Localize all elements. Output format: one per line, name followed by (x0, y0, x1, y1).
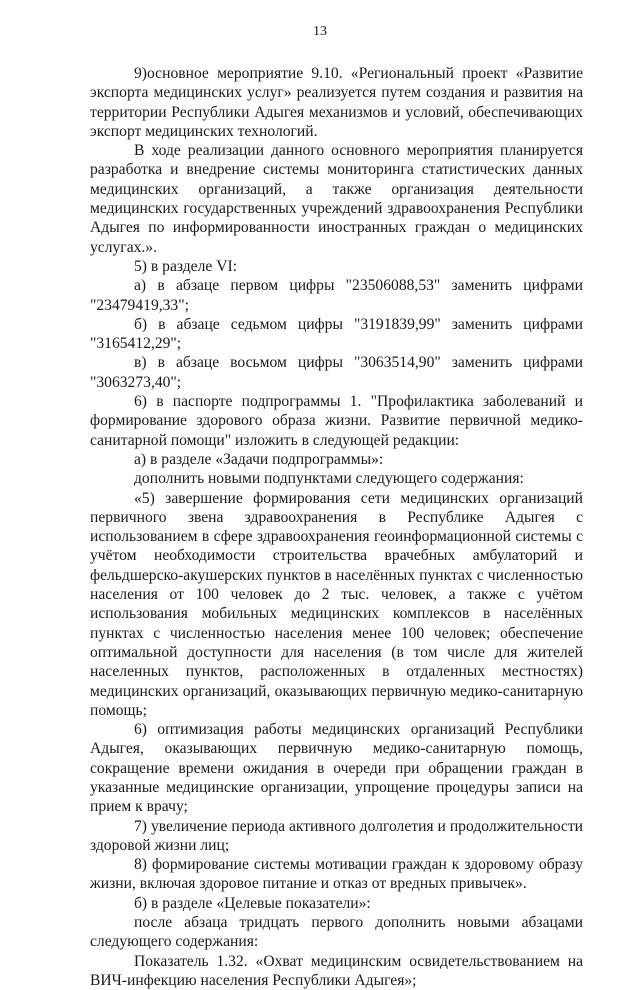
page-number: 13 (313, 24, 327, 39)
paragraph-export-project: 9)основное мероприятие 9.10. «Региональный проект «Развитие экспорта медицинских услуг» реализуется путем создания и развития на территории Республики Адыгея механизмов и условий, обеспечивающих экспорт медицинских технологий. (90, 65, 583, 140)
paragraph-item-5: «5) завершение формирования сети медицинских организаций первичного звена здравоохранения в Республике Адыгея с использованием в сфере здравоохранения геоинформационной системы с учётом необходимости строительства врачебных амбулаторий и фельдшерско-акушерских пунктов в населённых пунктах с численностью населения от 100 человек до 2 тыс. человек, а также с учётом использования мобильных медицинских комплексов в населённых пунктах с численностью населения менее 100 человек; обеспечение оптимальной доступности для населения (в том числе для жителей населенных пунктов, расположенных в отдаленных местностях) медицинских организаций, оказывающих первичную медико-санитарную помощь; (90, 489, 583, 719)
paragraph-add-subitems: дополнить новыми подпунктами следующего содержания: (134, 470, 524, 488)
paragraph-section-vi: 5) в разделе VI: (134, 257, 237, 275)
paragraph-tasks-section: а) в разделе «Задачи подпрограммы»: (134, 450, 384, 468)
paragraph-monitoring-system: В ходе реализации данного основного мероприятия планируется разработка и внедрение системы мониторинга статистических данных медицинских организаций, а также организация деятельности медицинских государственных учреждений здравоохранения Республики Адыгея по информированности иностранных граждан о медицинских услугах.». (90, 142, 583, 256)
paragraph-subprogram-passport: 6) в паспорте подпрограммы 1. "Профилактика заболеваний и формирование здорового образа жизни. Развитие первичной медико-санитарной помощи" изложить в следующей редакции: (90, 393, 583, 449)
paragraph-replace-eighth: в) в абзаце восьмом цифры "3063514,90" заменить цифрами "3063273,40"; (90, 354, 583, 391)
paragraph-item-8: 8) формирование системы мотивации граждан к здоровому образу жизни, включая здоровое питание и отказ от вредных привычек». (90, 856, 583, 893)
paragraph-indicator-1-32: Показатель 1.32. «Охват медицинским освидетельствованием на ВИЧ-инфекцию населения Республики Адыгея»; (90, 952, 583, 989)
paragraph-after-31st: после абзаца тридцать первого дополнить новыми абзацами следующего содержания: (90, 914, 583, 951)
paragraph-target-indicators: б) в разделе «Целевые показатели»: (134, 894, 371, 912)
document-body (90, 64, 583, 990)
paragraph-replace-seventh: б) в абзаце седьмом цифры "3191839,99" заменить цифрами "3165412,29"; (90, 315, 583, 353)
paragraph-item-6: 6) оптимизация работы медицинских организаций Республики Адыгея, оказывающих первичную медико-санитарную помощь, сокращение времени ожидания в очереди при обращении граждан в указанные медицинские организации, упрощение процедуры записи на прием к врачу; (90, 721, 583, 816)
paragraph-item-7: 7) увеличение периода активного долголетия и продолжительности здоровой жизни лиц; (90, 817, 583, 854)
paragraph-replace-first: а) в абзаце первом цифры "23506088,53" заменить цифрами "23479419,33"; (90, 277, 583, 314)
